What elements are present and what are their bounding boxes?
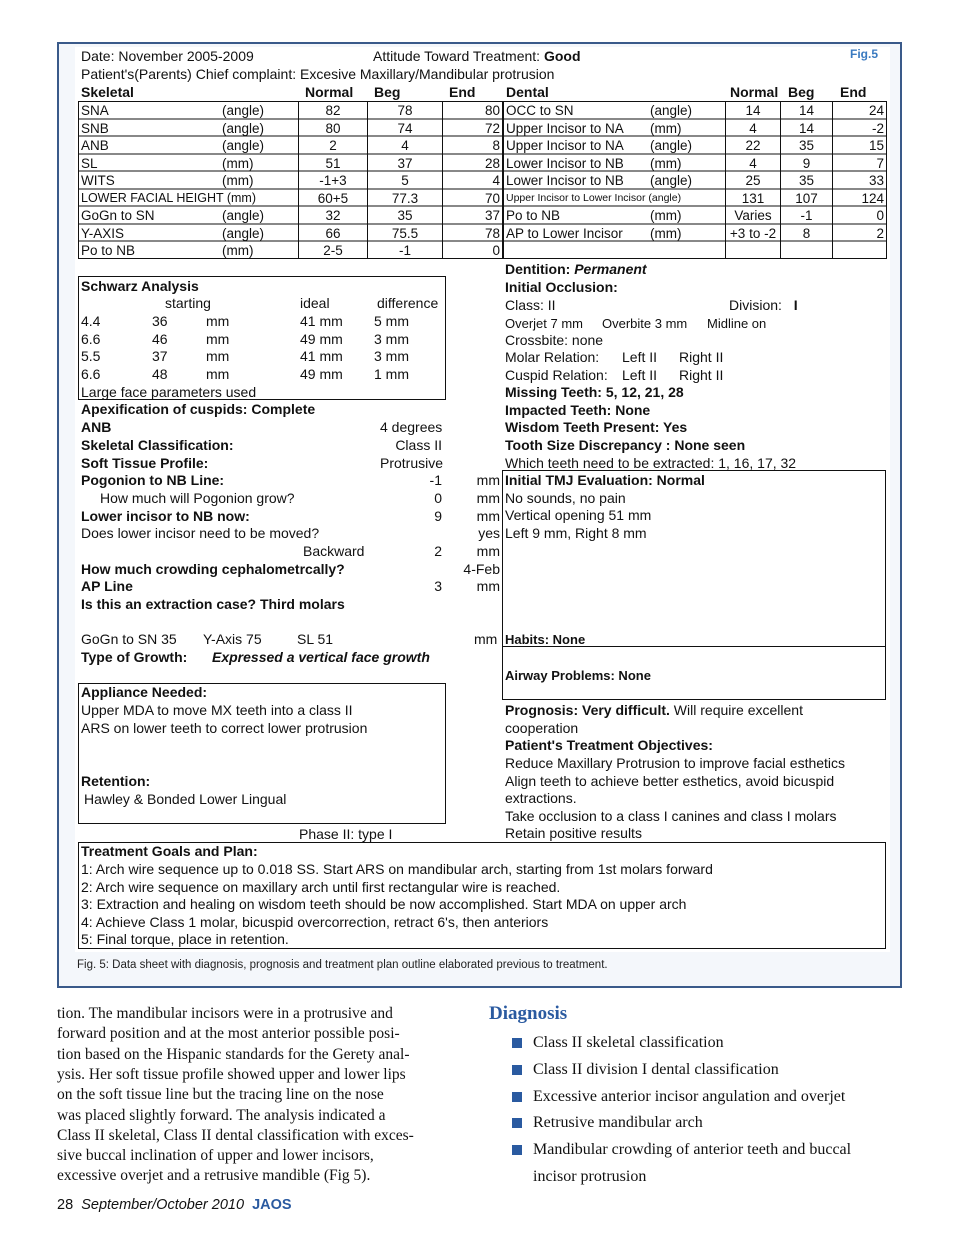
growth-gogn: GoGn to SN 35 bbox=[81, 631, 177, 647]
chief-complaint: Patient's(Parents) Chief complaint: Excesive Maxillary/Mandibular protrusion bbox=[81, 66, 555, 82]
skeletal-row-name: Po to NB bbox=[81, 243, 136, 258]
dental-header: Dental bbox=[506, 84, 549, 100]
skeletal-row-beg: 78 bbox=[397, 103, 413, 118]
dental-row-beg: 14 bbox=[798, 120, 815, 136]
schwarz-ideal-header: ideal bbox=[300, 295, 330, 311]
skeletal-row-unit: (angle) bbox=[222, 120, 265, 136]
tmj-line-3: Left 9 mm, Right 8 mm bbox=[505, 525, 647, 541]
molar-relation: Molar Relation: bbox=[505, 349, 600, 365]
schwarz-unit: mm bbox=[206, 313, 230, 329]
schwarz-tooth: 6.6 bbox=[81, 366, 101, 383]
analysis-item-label: Pogonion to NB Line: bbox=[81, 472, 225, 488]
body-line: excessive overjet and a retrusive mandible (Fig 5). bbox=[57, 1167, 371, 1185]
figure-caption: Fig. 5: Data sheet with diagnosis, prognosis and treatment plan outline elaborated previous to treatment. bbox=[77, 959, 608, 971]
skeletal-row-name: WITS bbox=[81, 173, 115, 188]
schwarz-diff: 5 mm bbox=[374, 313, 409, 329]
goal-line: 3: Extraction and healing on wisdom teeth should be now accomplished. Start MDA on upper arch bbox=[81, 896, 687, 913]
dental-row-name: Upper Incisor to NA bbox=[506, 120, 624, 136]
bullet-square-icon bbox=[512, 1092, 522, 1102]
skeletal-row-beg: 37 bbox=[397, 155, 413, 171]
diagnosis-item: Class II division I dental classification bbox=[533, 1060, 779, 1078]
page-number: 28 bbox=[57, 1197, 74, 1213]
prognosis-cont: cooperation bbox=[505, 720, 579, 736]
growth-unit: mm bbox=[474, 631, 498, 647]
dental-row-end: 24 bbox=[868, 103, 884, 118]
skeletal-row-beg: -1 bbox=[398, 243, 411, 258]
skeletal-row-normal: 2-5 bbox=[323, 243, 343, 258]
skeletal-row-unit: (mm) bbox=[222, 155, 254, 171]
dental-row-unit: (mm) bbox=[650, 155, 682, 171]
body-line: was placed slightly forward. The analysis indicated a bbox=[57, 1106, 386, 1124]
dental-row-normal: 14 bbox=[745, 103, 761, 118]
objective-line: Retain positive results bbox=[505, 825, 642, 842]
goal-line: 4: Achieve Class 1 molar, bicuspid overcorrection, retract 6's, then anteriors bbox=[81, 913, 549, 930]
schwarz-title: Schwarz Analysis bbox=[81, 278, 199, 294]
schwarz-unit: mm bbox=[206, 348, 230, 365]
impacted-teeth: Impacted Teeth: None bbox=[505, 402, 651, 418]
analysis-item-unit: mm bbox=[476, 508, 500, 524]
analysis-item-unit: mm bbox=[476, 490, 500, 506]
bullet-square-icon bbox=[512, 1038, 522, 1048]
dental-row-end: 0 bbox=[876, 208, 884, 223]
skeletal-row-unit: (angle) bbox=[222, 138, 265, 153]
dental-row-normal: 25 bbox=[745, 173, 761, 188]
analysis-item-value: 4 degrees bbox=[380, 419, 443, 435]
initial-occlusion: Initial Occlusion: bbox=[505, 279, 618, 295]
overbite: Overbite 3 mm bbox=[602, 316, 688, 331]
dentition: Dentition: Permanent bbox=[505, 261, 647, 277]
analysis-item-label: Skeletal Classification: bbox=[81, 437, 234, 453]
schwarz-tooth: 5.5 bbox=[81, 348, 101, 365]
analysis-item-label: ANB bbox=[81, 419, 112, 435]
schwarz-tooth: 6.6 bbox=[81, 330, 101, 347]
skeletal-normal-header: Normal bbox=[305, 84, 354, 100]
schwarz-start: 37 bbox=[152, 348, 168, 365]
dental-row-name: Upper Incisor to Lower Incisor (angle) bbox=[506, 191, 682, 204]
retention-title: Retention: bbox=[81, 773, 151, 789]
skeletal-row-name: LOWER FACIAL HEIGHT (mm) bbox=[81, 190, 257, 205]
skeletal-row-normal: -1+3 bbox=[319, 173, 347, 188]
dental-row-unit: (mm) bbox=[650, 225, 682, 241]
teeth-extract: Which teeth need to be extracted: 1, 16, 17, 32 bbox=[505, 455, 797, 471]
skeletal-row-beg: 77.3 bbox=[391, 190, 419, 206]
skeletal-row-unit: (angle) bbox=[222, 103, 265, 118]
dental-row-end: 15 bbox=[868, 138, 884, 153]
skeletal-row-end: 37 bbox=[484, 208, 500, 223]
analysis-item-value: 3 bbox=[434, 578, 442, 594]
schwarz-unit: mm bbox=[206, 330, 230, 347]
skeletal-row-beg: 75.5 bbox=[391, 225, 419, 241]
body-line: sive buccal inclination of upper and lower incisors, bbox=[57, 1147, 374, 1165]
phase-label: Phase II: type I bbox=[299, 826, 393, 842]
analysis-item-label: Lower incisor to NB now: bbox=[81, 508, 250, 524]
skeletal-row-name: SNA bbox=[81, 103, 109, 118]
skeletal-row-name: Y-AXIS bbox=[81, 225, 125, 241]
occlusion-class: Class: II bbox=[505, 297, 556, 313]
dental-row-normal: Varies bbox=[734, 208, 772, 223]
tooth-size: Tooth Size Discrepancy : None seen bbox=[505, 437, 746, 453]
dental-row-unit: (angle) bbox=[650, 138, 693, 153]
bullet-square-icon bbox=[512, 1065, 522, 1075]
skeletal-row-unit: (angle) bbox=[222, 208, 265, 223]
journal-name: JAOS bbox=[252, 1197, 292, 1213]
analysis-item-value: 9 bbox=[434, 508, 442, 524]
dental-row-end: 2 bbox=[876, 225, 884, 241]
skeletal-row-normal: 66 bbox=[325, 225, 341, 241]
schwarz-ideal: 41 mm bbox=[300, 313, 343, 329]
dental-row-name: Lower Incisor to NB bbox=[506, 155, 624, 171]
schwarz-start: 46 bbox=[152, 330, 168, 347]
cuspid-right: Right II bbox=[679, 367, 724, 383]
appliance-title: Appliance Needed: bbox=[81, 684, 208, 700]
skeletal-row-name: SNB bbox=[81, 120, 109, 136]
growth-type-label: Type of Growth: bbox=[81, 649, 188, 665]
analysis-item-value: 0 bbox=[434, 490, 442, 506]
skeletal-row-beg: 74 bbox=[397, 120, 413, 136]
airway: Airway Problems: None bbox=[505, 668, 651, 683]
dental-row-name: Upper Incisor to NA bbox=[506, 138, 624, 153]
skeletal-row-unit: (angle) bbox=[222, 225, 265, 241]
body-line: Class II skeletal, Class II dental classification with exces- bbox=[57, 1126, 414, 1144]
analysis-item-label: How much will Pogonion grow? bbox=[100, 490, 295, 506]
dental-normal-header: Normal bbox=[730, 84, 779, 100]
dental-row-unit: (angle) bbox=[650, 173, 693, 188]
body-line: on the soft tissue line but the tracing line on the nose bbox=[57, 1086, 384, 1104]
diagnosis-item: Class II skeletal classification bbox=[533, 1034, 724, 1051]
tmj-line-2: Vertical opening 51 mm bbox=[505, 507, 652, 523]
analysis-item-label: Backward bbox=[303, 543, 365, 559]
analysis-item-label: How much crowding cephalometrcally? bbox=[81, 561, 345, 577]
dental-row-beg: 14 bbox=[798, 103, 815, 118]
body-line: tion based on the Hispanic standards for the Gerety anal- bbox=[57, 1045, 410, 1063]
analysis-item-unit: 4-Feb bbox=[463, 561, 500, 577]
skeletal-row-end: 0 bbox=[492, 243, 500, 258]
analysis-item-value: -1 bbox=[429, 472, 442, 488]
bullet-square-icon bbox=[512, 1118, 522, 1128]
missing-teeth: Missing Teeth: 5, 12, 21, 28 bbox=[505, 384, 684, 400]
goals-title: Treatment Goals and Plan: bbox=[81, 843, 258, 859]
schwarz-difference-header: difference bbox=[377, 295, 439, 311]
dental-row-name: OCC to SN bbox=[506, 103, 574, 118]
schwarz-ideal: 41 mm bbox=[300, 348, 343, 365]
dental-row-unit: (angle) bbox=[650, 103, 693, 118]
growth-type-value: Expressed a vertical face growth bbox=[212, 649, 430, 665]
skeletal-row-end: 70 bbox=[484, 190, 500, 206]
diagnosis-item: Mandibular crowding of anterior teeth and buccal bbox=[533, 1141, 852, 1159]
growth-yaxis: Y-Axis 75 bbox=[203, 631, 262, 647]
objective-line: extractions. bbox=[505, 790, 577, 807]
analysis-item-label: Is this an extraction case? Third molars bbox=[81, 596, 345, 612]
schwarz-diff: 3 mm bbox=[374, 348, 409, 365]
skeletal-row-end: 78 bbox=[484, 225, 500, 241]
schwarz-ideal: 49 mm bbox=[300, 366, 343, 383]
body-line: tion. The mandibular incisors were in a protrusive and bbox=[57, 1005, 393, 1022]
skeletal-row-normal: 82 bbox=[325, 103, 341, 118]
diagnosis-continuation: incisor protrusion bbox=[533, 1168, 647, 1185]
prognosis: Prognosis: Very difficult. Will require excellent bbox=[505, 702, 803, 718]
objective-line: Take occlusion to a class I canines and class I molars bbox=[505, 807, 837, 824]
page-footer bbox=[57, 1197, 292, 1213]
skeletal-row-unit: (mm) bbox=[222, 173, 254, 188]
skeletal-row-end: 72 bbox=[484, 120, 500, 136]
dental-row-beg: 8 bbox=[802, 225, 811, 241]
dental-row-end: 33 bbox=[868, 173, 884, 188]
body-line: ysis. Her soft tissue profile showed upper and lower lips bbox=[57, 1065, 406, 1083]
dental-row-normal: 4 bbox=[749, 155, 757, 171]
dental-row-name: AP to Lower Incisor bbox=[506, 225, 623, 241]
dental-row-beg: 35 bbox=[798, 173, 815, 188]
schwarz-start: 48 bbox=[152, 366, 168, 383]
dental-row-normal: 22 bbox=[745, 138, 761, 153]
bullet-square-icon bbox=[512, 1145, 522, 1155]
schwarz-start: 36 bbox=[152, 313, 168, 329]
analysis-item-value: Class II bbox=[395, 437, 442, 453]
growth-sl: SL 51 bbox=[297, 631, 334, 647]
habits: Habits: None bbox=[505, 632, 586, 647]
goal-line: 2: Arch wire sequence on maxillary arch until first rectangular wire is reached. bbox=[81, 878, 561, 895]
midline: Midline on bbox=[707, 316, 767, 331]
skeletal-beg-header: Beg bbox=[374, 84, 401, 100]
molar-right: Right II bbox=[679, 349, 724, 365]
analysis-item-label: Does lower incisor need to be moved? bbox=[81, 525, 320, 541]
objective-line: Reduce Maxillary Protrusion to improve facial esthetics bbox=[505, 755, 846, 771]
tmj-title: Initial TMJ Evaluation: Normal bbox=[505, 472, 705, 488]
attitude: Attitude Toward Treatment: Good bbox=[373, 48, 581, 64]
sheet-date: Date: November 2005-2009 bbox=[81, 48, 254, 64]
skeletal-row-unit: (mm) bbox=[222, 243, 254, 258]
figure-label: Fig.5 bbox=[850, 47, 879, 61]
diagnosis-item: Excessive anterior incisor angulation and overjet bbox=[533, 1087, 846, 1105]
cuspid-left: Left II bbox=[622, 367, 658, 383]
analysis-item-label: Apexification of cuspids: Complete bbox=[81, 401, 316, 417]
skeletal-end-header: End bbox=[449, 84, 476, 100]
skeletal-row-normal: 60+5 bbox=[317, 190, 349, 206]
schwarz-tooth: 4.4 bbox=[81, 313, 101, 329]
skeletal-row-beg: 5 bbox=[401, 173, 409, 188]
schwarz-note: Large face parameters used bbox=[81, 384, 257, 400]
body-line: forward position and at the most anterior possible posi- bbox=[57, 1025, 400, 1043]
dental-row-beg: -1 bbox=[800, 208, 813, 223]
dental-row-end: -2 bbox=[871, 120, 884, 136]
diagnosis-heading: Diagnosis bbox=[489, 1003, 568, 1024]
skeletal-row-normal: 32 bbox=[325, 208, 341, 223]
dental-row-normal: 4 bbox=[749, 120, 757, 136]
skeletal-row-normal: 2 bbox=[329, 138, 337, 153]
skeletal-row-end: 28 bbox=[484, 155, 500, 171]
goal-line: 5: Final torque, place in retention. bbox=[81, 931, 289, 948]
analysis-item-unit: yes bbox=[478, 525, 500, 541]
dental-row-name: Lower Incisor to NB bbox=[506, 173, 624, 188]
analysis-item-unit: mm bbox=[476, 578, 500, 594]
goal-line: 1: Arch wire sequence up to 0.018 SS. Start ARS on mandibular arch, starting from 1st molars forward bbox=[81, 861, 713, 877]
schwarz-ideal: 49 mm bbox=[300, 330, 343, 347]
occlusion-division: Division: I bbox=[729, 297, 798, 313]
appliance-line-1: Upper MDA to move MX teeth into a class II bbox=[81, 702, 353, 718]
molar-left: Left II bbox=[622, 349, 658, 365]
analysis-item-value: 2 bbox=[434, 543, 442, 559]
dental-row-end: 7 bbox=[876, 155, 884, 171]
appliance-line-2: ARS on lower teeth to correct lower protrusion bbox=[81, 720, 368, 736]
skeletal-row-beg: 4 bbox=[401, 138, 409, 153]
skeletal-row-normal: 51 bbox=[325, 155, 341, 171]
analysis-item-label: Soft Tissue Profile: bbox=[81, 455, 209, 471]
cuspid-relation: Cuspid Relation: bbox=[505, 367, 608, 383]
skeletal-row-name: ANB bbox=[81, 138, 109, 153]
skeletal-row-end: 4 bbox=[492, 173, 500, 188]
dental-row-beg: 107 bbox=[795, 190, 818, 206]
skeletal-row-end: 8 bbox=[492, 138, 500, 153]
objective-line: Align teeth to achieve better esthetics, avoid bicuspid bbox=[505, 772, 835, 789]
objectives-title: Patient's Treatment Objectives: bbox=[505, 737, 713, 753]
dental-row-unit: (mm) bbox=[650, 120, 682, 136]
skeletal-row-normal: 80 bbox=[325, 120, 341, 136]
skeletal-row-end: 80 bbox=[484, 103, 500, 118]
crossbite: Crossbite: none bbox=[505, 332, 604, 348]
diagnosis-item: Retrusive mandibular arch bbox=[533, 1114, 703, 1132]
schwarz-diff: 3 mm bbox=[374, 330, 409, 347]
skeletal-header: Skeletal bbox=[81, 84, 134, 100]
issue-date: September/October 2010 bbox=[81, 1197, 245, 1213]
dental-row-unit: (mm) bbox=[650, 208, 682, 223]
skeletal-row-name: GoGn to SN bbox=[81, 208, 155, 223]
dental-row-end: 124 bbox=[861, 190, 884, 206]
analysis-item-unit: mm bbox=[476, 472, 500, 488]
schwarz-unit: mm bbox=[206, 366, 230, 383]
analysis-item-unit: mm bbox=[476, 543, 500, 559]
analysis-item-value: Protrusive bbox=[380, 455, 444, 471]
dental-row-beg: 35 bbox=[798, 138, 815, 153]
dental-row-name: Po to NB bbox=[506, 208, 561, 223]
retention-value: Hawley & Bonded Lower Lingual bbox=[84, 791, 287, 807]
wisdom-teeth: Wisdom Teeth Present: Yes bbox=[505, 419, 688, 435]
schwarz-starting-header: starting bbox=[165, 295, 211, 311]
tmj-line-1: No sounds, no pain bbox=[505, 490, 626, 506]
schwarz-diff: 1 mm bbox=[374, 366, 409, 383]
analysis-item-label: AP Line bbox=[81, 578, 133, 594]
dental-beg-header: Beg bbox=[788, 84, 815, 100]
dental-end-header: End bbox=[840, 84, 867, 100]
skeletal-row-name: SL bbox=[81, 155, 98, 171]
overjet: Overjet 7 mm bbox=[505, 316, 584, 331]
dental-row-normal: 131 bbox=[741, 190, 765, 206]
dental-row-beg: 9 bbox=[802, 155, 811, 171]
dental-row-normal: +3 to -2 bbox=[729, 225, 777, 241]
skeletal-row-beg: 35 bbox=[397, 208, 413, 223]
